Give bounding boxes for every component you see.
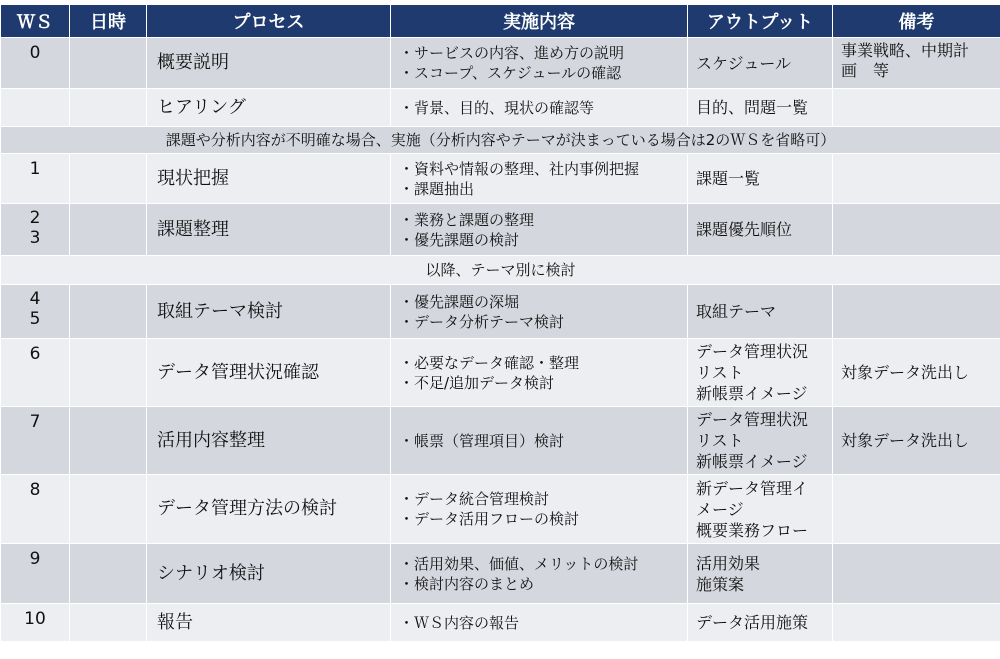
ws-cell: 9 xyxy=(1,544,70,604)
datetime-cell xyxy=(70,339,147,407)
table-row xyxy=(1,475,1000,544)
output-cell: 活用効果 施策案 xyxy=(688,544,833,604)
ws-cell: 4 5 xyxy=(1,285,70,339)
table-row xyxy=(1,89,1000,127)
output-cell: 目的、問題一覧 xyxy=(688,89,833,127)
output-cell: データ管理状況 リスト 新帳票イメージ xyxy=(688,407,833,475)
content-cell: ・業務と課題の整理 ・優先課題の検討 xyxy=(391,204,688,256)
table-row xyxy=(1,339,1000,407)
header-process: プロセス xyxy=(147,5,391,38)
output-cell: スケジュール xyxy=(688,38,833,89)
section-note: 課題や分析内容が不明確な場合、実施（分析内容やテーマが決まっている場合は2のＷＳを省略可） xyxy=(1,127,1000,154)
section-note-row xyxy=(1,127,1000,154)
table-row xyxy=(1,407,1000,475)
header-datetime: 日時 xyxy=(70,5,147,38)
ws-cell: 0 xyxy=(1,38,70,89)
ws-cell: 2 3 xyxy=(1,204,70,256)
header-row xyxy=(1,5,1000,38)
content-cell: ・背景、目的、現状の確認等 xyxy=(391,89,688,127)
process-cell: 現状把握 xyxy=(147,154,391,204)
process-cell: ヒアリング xyxy=(147,89,391,127)
output-cell: データ活用施策 xyxy=(688,604,833,642)
table-row xyxy=(1,38,1000,89)
output-cell: 新データ管理イ メージ 概要業務フロー xyxy=(688,475,833,544)
content-cell: ・データ統合管理検討 ・データ活用フローの検討 xyxy=(391,475,688,544)
process-cell: 概要説明 xyxy=(147,38,391,89)
notes-cell xyxy=(833,204,1000,256)
content-cell: ・資料や情報の整理、社内事例把握 ・課題抽出 xyxy=(391,154,688,204)
notes-cell: 事業戦略、中期計 画 等 xyxy=(833,38,1000,89)
output-cell: データ管理状況 リスト 新帳票イメージ xyxy=(688,339,833,407)
process-cell: 活用内容整理 xyxy=(147,407,391,475)
table-row xyxy=(1,154,1000,204)
notes-cell xyxy=(833,89,1000,127)
datetime-cell xyxy=(70,38,147,89)
notes-cell: 対象データ洗出し xyxy=(833,407,1000,475)
datetime-cell xyxy=(70,407,147,475)
section-note: 以降、テーマ別に検討 xyxy=(1,256,1000,285)
table-row xyxy=(1,544,1000,604)
content-cell: ・必要なデータ確認・整理 ・不足/追加データ検討 xyxy=(391,339,688,407)
section-note-row xyxy=(1,256,1000,285)
datetime-cell xyxy=(70,604,147,642)
header-notes: 備考 xyxy=(833,5,1000,38)
ws-cell: 7 xyxy=(1,407,70,475)
ws-cell: 8 xyxy=(1,475,70,544)
table-row xyxy=(1,285,1000,339)
ws-cell: 10 xyxy=(1,604,70,642)
content-cell: ・帳票（管理項目）検討 xyxy=(391,407,688,475)
content-cell: ・サービスの内容、進め方の説明 ・スコープ、スケジュールの確認 xyxy=(391,38,688,89)
notes-cell: 対象データ洗出し xyxy=(833,339,1000,407)
ws-cell xyxy=(1,89,70,127)
process-cell: 課題整理 xyxy=(147,204,391,256)
header-output: アウトプット xyxy=(688,5,833,38)
ws-cell: 1 xyxy=(1,154,70,204)
process-cell: データ管理方法の検討 xyxy=(147,475,391,544)
datetime-cell xyxy=(70,544,147,604)
datetime-cell xyxy=(70,475,147,544)
table-row xyxy=(1,604,1000,642)
datetime-cell xyxy=(70,204,147,256)
output-cell: 課題一覧 xyxy=(688,154,833,204)
datetime-cell xyxy=(70,154,147,204)
header-ws: ＷＳ xyxy=(1,5,70,38)
process-cell: データ管理状況確認 xyxy=(147,339,391,407)
table-row xyxy=(1,204,1000,256)
workshop-plan-table xyxy=(0,4,1000,642)
content-cell: ・活用効果、価値、メリットの検討 ・検討内容のまとめ xyxy=(391,544,688,604)
output-cell: 課題優先順位 xyxy=(688,204,833,256)
process-cell: 報告 xyxy=(147,604,391,642)
process-cell: シナリオ検討 xyxy=(147,544,391,604)
notes-cell xyxy=(833,544,1000,604)
content-cell: ・ＷＳ内容の報告 xyxy=(391,604,688,642)
notes-cell xyxy=(833,285,1000,339)
header-content: 実施内容 xyxy=(391,5,688,38)
ws-cell: 6 xyxy=(1,339,70,407)
datetime-cell xyxy=(70,89,147,127)
content-cell: ・優先課題の深堀 ・データ分析テーマ検討 xyxy=(391,285,688,339)
notes-cell xyxy=(833,604,1000,642)
datetime-cell xyxy=(70,285,147,339)
output-cell: 取組テーマ xyxy=(688,285,833,339)
process-cell: 取組テーマ検討 xyxy=(147,285,391,339)
notes-cell xyxy=(833,154,1000,204)
notes-cell xyxy=(833,475,1000,544)
